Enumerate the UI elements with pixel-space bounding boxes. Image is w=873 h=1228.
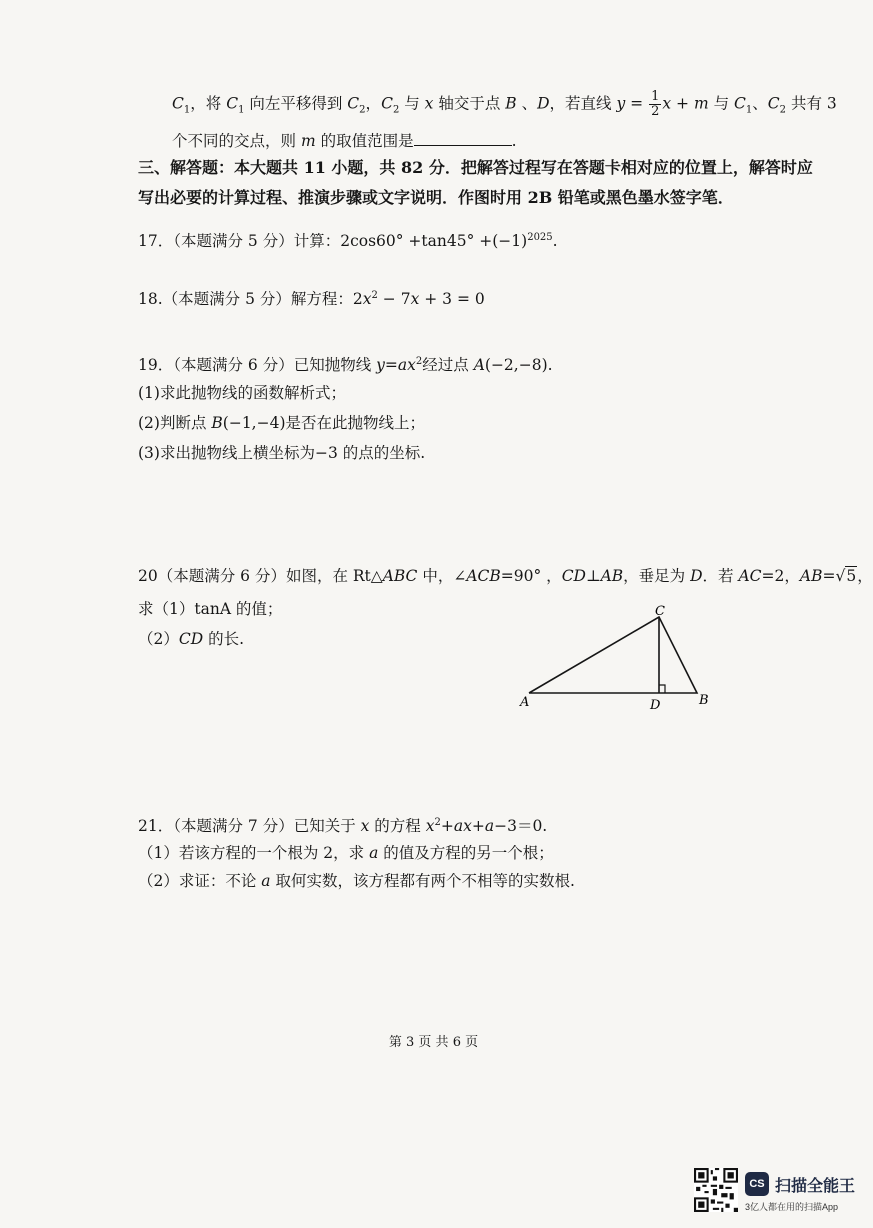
right-angle-mark [659, 685, 665, 693]
question-20-part-2: （2）CD 的长. [138, 630, 245, 648]
question-17: 17．（本题满分 5 分）计算：$2\cos 60^\circ +\tan 45^\circ +(-1)^{2025}$. [138, 232, 558, 251]
vertex-label-b: B [699, 693, 709, 708]
camscanner-logo-icon: CS [745, 1172, 769, 1196]
question-19: 19．（本题满分 6 分）已知抛物线 $y=ax^2$经过点 A(−2,−8). [138, 356, 553, 375]
question-21-part-2: （2）求证：不论 a 取何实数，该方程都有两个不相等的实数根. [138, 872, 575, 890]
question-19-part-2: (2)判断点 B(−1,−4)是否在此抛物线上； [138, 414, 426, 432]
brand-name: 扫描全能王 [775, 1178, 856, 1195]
question-21: 21．（本题满分 7 分）已知关于 x 的方程 $x^2+ax+a-3=0$. [138, 817, 548, 836]
question-20: 20（本题满分 6 分）如图，在 Rt△ABC 中，∠ACB=90° ，CD⊥AB，垂足为 D．若 AC=2，AB=√5， [138, 567, 873, 585]
vertex-label-d: D [650, 698, 661, 713]
answer-blank [414, 131, 512, 146]
section-3-heading-line-2: 写出必要的计算过程、推演步骤或文字说明．作图时用 2B 铅笔或黑色墨水签字笔． [138, 188, 734, 207]
q16-line-1: $C_1$，将 $C_1$ 向左平移得到 $C_2$，$C_2$ 与 x 轴交于点 B 、D，若直线 y = $\frac{1}{2}$ x + m 与 $C_1$、$C_2$ 共有 3 [172, 89, 837, 119]
question-21-part-1: （1）若该方程的一个根为 2，求 a 的值及方程的另一个根； [138, 844, 554, 862]
question-18: 18.（本题满分 5 分）解方程：$2x^2 - 7x + 3 = 0$ [138, 290, 485, 309]
q16-line-2: 个不同的交点，则 m 的取值范围是 . [172, 132, 517, 150]
question-20-part-1: 求（1）tanA 的值； [138, 600, 283, 618]
triangle-abc [529, 617, 697, 693]
section-3-heading-line-1: 三、解答题：本大题共 11 小题，共 82 分．把解答过程写在答题卡相对应的位置上，解答时应 [138, 158, 813, 177]
question-19-part-3: (3)求出抛物线上横坐标为−3 的点的坐标. [138, 444, 426, 462]
question-19-part-1: (1)求此抛物线的函数解析式； [138, 384, 346, 402]
page-number-footer: 第 3 页 共 6 页 [388, 1035, 479, 1050]
qr-code-icon [694, 1168, 738, 1212]
fraction-one-half: $\frac{1}{2}$ [651, 89, 660, 119]
vertex-label-c: C [655, 604, 665, 619]
brand-tagline: 3亿人都在用的扫描App [745, 1202, 839, 1212]
vertex-label-a: A [520, 695, 530, 710]
triangle-diagram [515, 605, 725, 715]
